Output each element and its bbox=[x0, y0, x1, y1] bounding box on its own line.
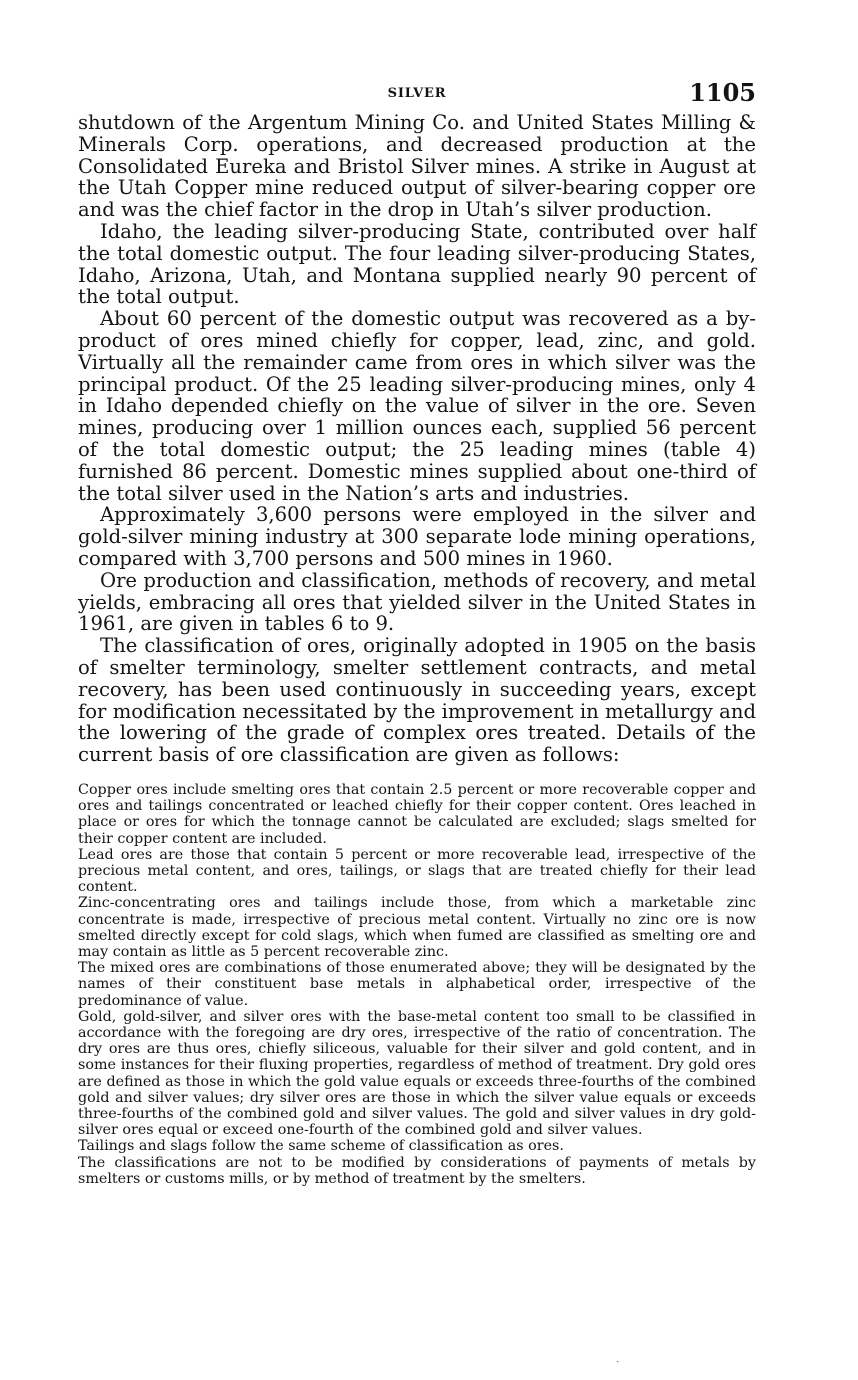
paragraph-classification: The classification of ores, originally adopted in 1905 on the basis of smelter terminology, smelter settlement contracts, and metal recovery, has been used continuously in succeeding years, except for modification necessitated by the improvement in metallurgy and the lowering of the grade of complex ores treated. Details of the current basis of ore classification are given as follows: bbox=[78, 634, 756, 767]
definition-lead-ores: Lead ores are those that contain 5 percent or more recoverable lead, irrespective of the precious metal content, and ores, tailings, or slags that are treated chiefly for their lead content. bbox=[78, 846, 756, 896]
page-number: 1105 bbox=[689, 78, 756, 107]
paragraph-byproduct: About 60 percent of the domestic output was recovered as a by-product of ores mined chiefly for copper, lead, zinc, and gold. Virtually all the remainder came from ores in which silver was the principal product. Of the 25 leading silver-producing mines, only 4 in Idaho depended chiefly on the value of silver in the ore. Seven mines, producing over 1 million ounces each, supplied 56 percent of the total domestic output; the 25 leading mines (table 4) furnished 86 percent. Domestic mines supplied about one-third of the total silver used in the Nation’s arts and industries. bbox=[78, 307, 756, 505]
ore-classification-definitions bbox=[78, 782, 756, 1187]
paragraph-ore-production: Ore production and classification, methods of recovery, and metal yields, embracing all ores that yielded silver in the United States in 1961, are given in tables 6 to 9. bbox=[78, 568, 756, 636]
document-page bbox=[78, 76, 756, 1187]
definition-copper-ores: Copper ores include smelting ores that contain 2.5 percent or more recoverable copper and ores and tailings concentrated or leached chiefly for their copper content. Ores leached in place or ores for which the tonnage cannot be calculated are excluded; slags smelted for their copper content are included. bbox=[78, 781, 756, 847]
paragraph-continuation: shutdown of the Argentum Mining Co. and United States Milling & Minerals Corp. operations, and decreased production at the Consolidated Eureka and Bristol Silver mines. A strike in August at the Utah Copper mine reduced output of silver-bearing copper ore and was the chief factor in the drop in Utah’s silver production. bbox=[78, 111, 756, 222]
running-head bbox=[78, 76, 756, 112]
definition-tailings-slags: Tailings and slags follow the same scheme of classification as ores. bbox=[78, 1138, 564, 1155]
body-text bbox=[78, 112, 756, 766]
running-title: SILVER bbox=[387, 86, 447, 101]
definition-zinc-ores: Zinc-concentrating ores and tailings include those, from which a marketable zinc concentrate is made, irrespective of precious metal content. Virtually no zinc ore is now smelted directly except for cold slags, which when fumed are classified as smelting ore and may contain as little as 5 percent recoverable zinc. bbox=[78, 895, 756, 960]
paragraph-employment: Approximately 3,600 persons were employed in the silver and gold-silver mining industry at 300 separate lode mining operations, compared with 3,700 persons and 500 mines in 1960. bbox=[78, 503, 756, 570]
definition-mixed-ores: The mixed ores are combinations of those enumerated above; they will be designated by the names of their constituent base metals in alphabetical order, irrespective of the predominance of value. bbox=[78, 960, 756, 1009]
paragraph-idaho: Idaho, the leading silver-producing State, contributed over half the total domestic output. The four leading silver-producing States, Idaho, Arizona, Utah, and Montana supplied nearly 90 percent of the total output. bbox=[78, 219, 756, 309]
stray-mark: ˏ bbox=[616, 1352, 620, 1363]
definition-dry-ores: Gold, gold-silver, and silver ores with the base-metal content too small to be classified in accordance with the foregoing are dry ores, irrespective of the ratio of concentration. The dry ores are thus ores, chiefly siliceous, valuable for their silver and gold content, and in some instances for their fluxing properties, regardless of method of treatment. Dry gold ores are defined as those in which the gold value equals or exceeds three-fourths of the combined gold and silver values; dry silver ores are those in which the silver value equals or exceeds three-fourths of the combined gold and silver values. The gold and silver values in dry gold-silver ores equal or exceed one-fourth of the combined gold and silver values. bbox=[78, 1008, 756, 1139]
definition-payments-note: The classifications are not to be modified by considerations of payments of metals by smelters or customs mills, or by method of treatment by the smelters. bbox=[78, 1154, 756, 1187]
